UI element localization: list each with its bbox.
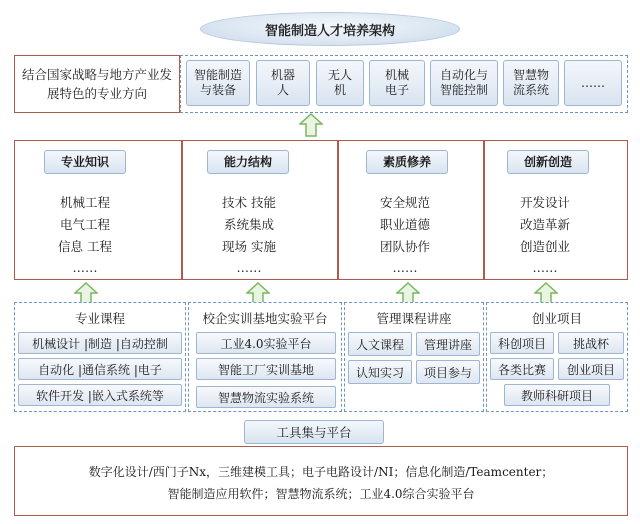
- direction-label: 结合国家战略与地方产业发展特色的专业方向: [21, 67, 172, 101]
- lab-item: 工业4.0实验平台: [196, 332, 336, 354]
- startup-item: 教师科研项目: [504, 384, 610, 406]
- direction-label-box: [14, 55, 180, 113]
- course-item: 自动化 |通信系统 |电子: [18, 358, 182, 380]
- quality-list: 安全规范 职业道德 团队协作 ……: [379, 195, 430, 275]
- lecture-item: 人文课程: [348, 332, 412, 356]
- lecture-item: 管理讲座: [416, 332, 480, 356]
- ability-list: 技术 技能 系统集成 现场 实施 ……: [222, 195, 276, 275]
- startup-item: 创业项目: [558, 358, 624, 380]
- startup-title: 创业项目: [531, 311, 582, 326]
- tools-title: 工具集与平台: [244, 420, 384, 444]
- header-quality: 素质修养: [366, 150, 448, 174]
- header-knowledge: 专业知识: [44, 150, 126, 174]
- tools-box: [14, 446, 628, 516]
- header-innovation: 创新创造: [507, 150, 589, 174]
- direction-item-logistics: 智慧物流系统: [503, 60, 559, 106]
- tools-line-2: 智能制造应用软件；智慧物流系统；工业4.0综合实验平台: [167, 487, 475, 501]
- course-item: 机械设计 |制造 |自动控制: [18, 332, 182, 354]
- lab-item: 智慧物流实验系统: [196, 386, 336, 408]
- direction-item-intelligent-manufacturing: 智能制造与装备: [186, 60, 250, 106]
- direction-item-more: ……: [564, 60, 622, 106]
- header-ability: 能力结构: [207, 150, 289, 174]
- lectures-title: 管理课程讲座: [376, 311, 452, 326]
- course-item: 软件开发 |嵌入式系统等: [18, 384, 182, 406]
- courses-title: 专业课程: [74, 311, 125, 326]
- lab-item: 智能工厂实训基地: [196, 358, 336, 380]
- labs-title: 校企实训基地实验平台: [202, 311, 328, 326]
- startup-item: 挑战杯: [558, 332, 624, 354]
- arrow-up-icon: [299, 113, 323, 137]
- direction-item-uav: 无人机: [316, 60, 364, 106]
- startup-item: 科创项目: [490, 332, 554, 354]
- lecture-item: 项目参与: [416, 360, 480, 384]
- direction-item-robot: 机器人: [256, 60, 310, 106]
- tools-line-1: 数字化设计/西门子Nx，三维建模工具；电子电路设计/NI；信息化制造/Teamcenter；: [88, 465, 554, 479]
- direction-item-automation: 自动化与智能控制: [430, 60, 498, 106]
- lecture-item: 认知实习: [348, 360, 412, 384]
- direction-item-mechatronics: 机械电子: [369, 60, 425, 106]
- knowledge-list: 机械工程 电气工程 信息 工程 ……: [58, 195, 112, 275]
- page-title: 智能制造人才培养架构: [200, 12, 460, 46]
- startup-item: 各类比赛: [490, 358, 554, 380]
- innovation-list: 开发设计 改造革新 创造创业 ……: [519, 195, 570, 275]
